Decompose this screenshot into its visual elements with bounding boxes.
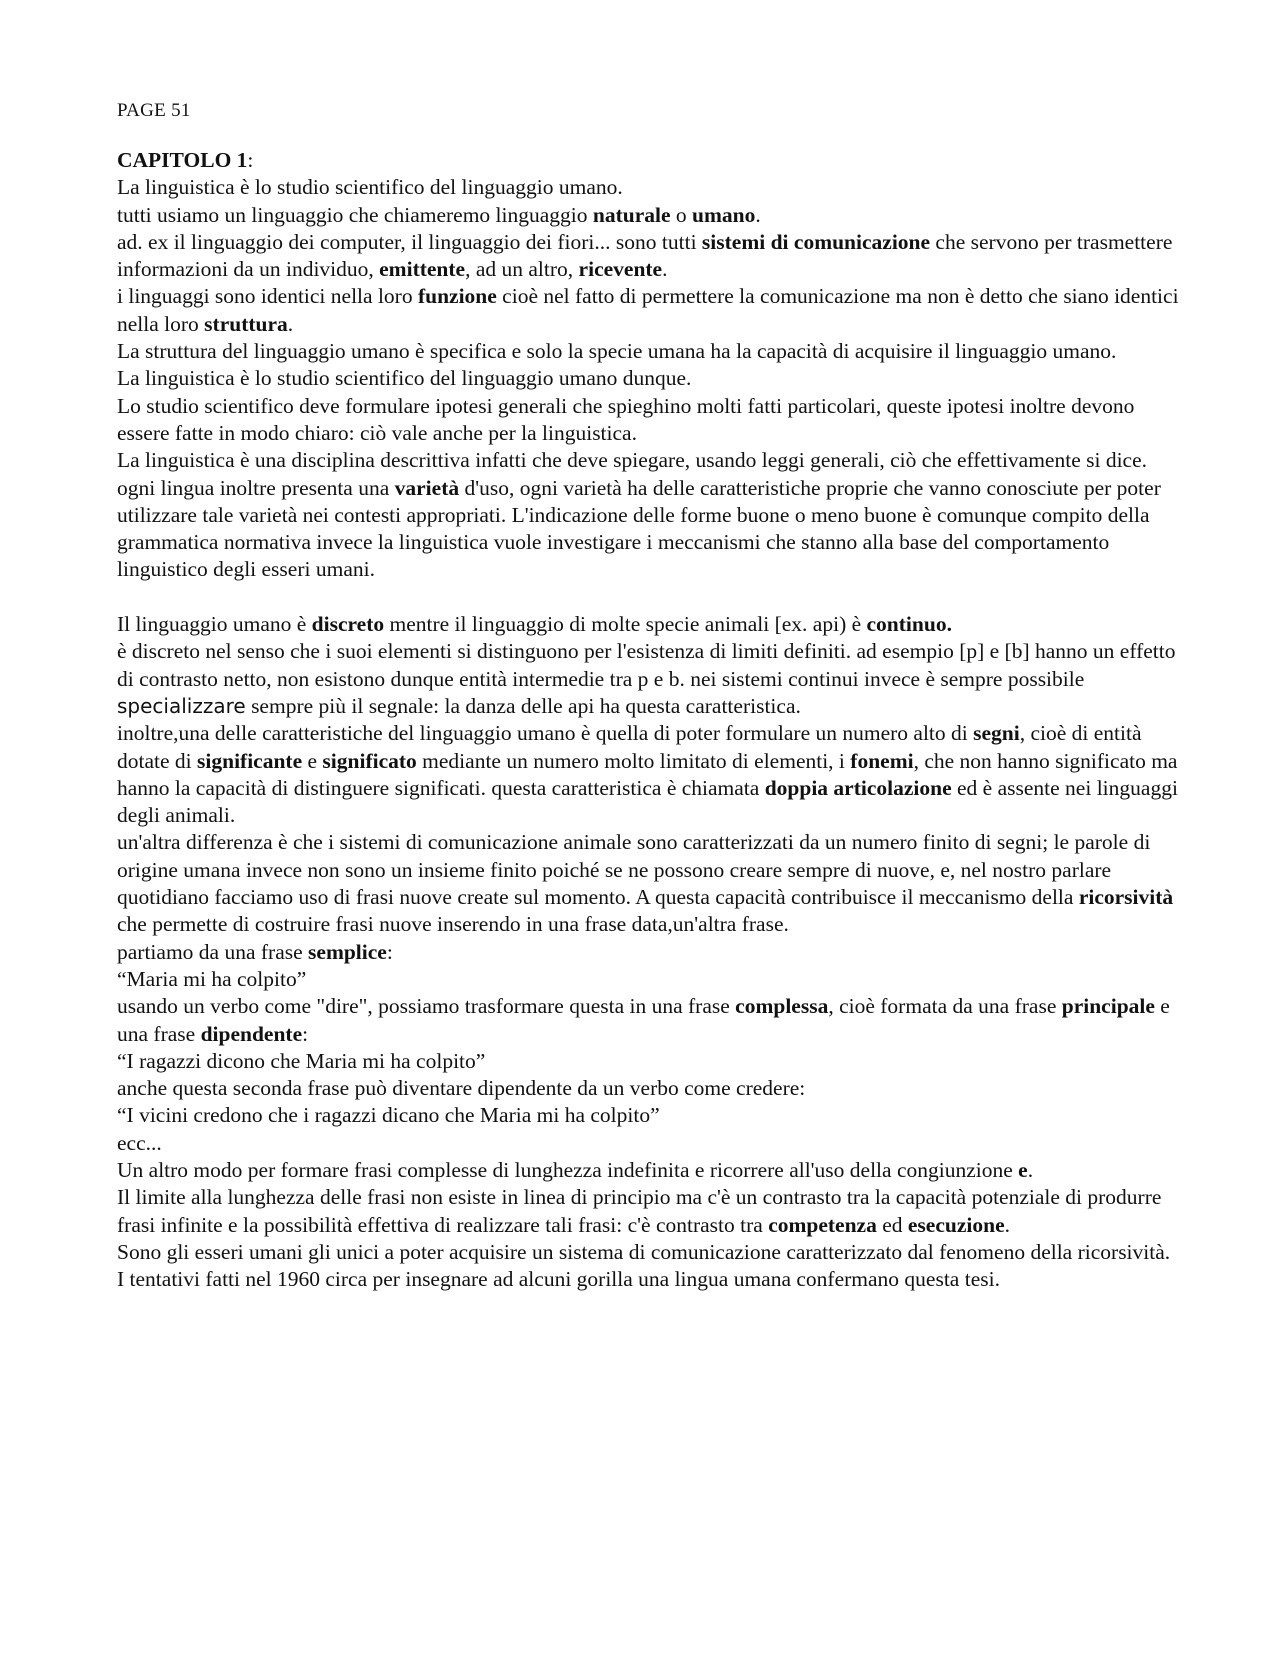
text-run: , cioè formata da una frase bbox=[828, 994, 1062, 1019]
paragraph bbox=[117, 1239, 1180, 1294]
paragraph bbox=[117, 611, 1180, 638]
paragraph bbox=[117, 365, 1180, 392]
bold-term: discreto bbox=[311, 612, 385, 637]
paragraph bbox=[117, 202, 1180, 229]
text-run: “I vicini credono che i ragazzi dicano che Maria mi ha colpito” bbox=[117, 1103, 660, 1128]
bold-term: struttura bbox=[204, 311, 288, 336]
bold-term: significante bbox=[197, 748, 303, 773]
text-run: e bbox=[302, 748, 323, 773]
text-run: che servono per trasmettere informazioni da un individuo, bbox=[117, 229, 1173, 282]
text-run: Il limite alla lunghezza delle frasi non esiste in linea di principio ma c'è un contrasto tra la capacità potenziale di produrre frasi infinite e la possibilità effettiva di realizzare tali frasi: c'è contrasto tra bbox=[117, 1185, 1162, 1237]
bold-term: fonemi bbox=[850, 748, 914, 773]
bold-term: emittente bbox=[379, 257, 466, 282]
paragraph bbox=[117, 638, 1180, 720]
bold-term: umano bbox=[692, 202, 756, 227]
text-run: è discreto nel senso che i suoi elementi si distinguono per l'esistenza di limiti definiti. ad esempio [p] e [b] hanno un effetto di contrasto netto, non esistono dunque entità intermedie tra p e b. nei sistemi continui invece è sempre possibile bbox=[117, 639, 1176, 691]
bold-term: semplice bbox=[308, 939, 387, 964]
text-run: sempre più il segnale: la danza delle api ha questa caratteristica. bbox=[245, 693, 801, 718]
bold-term: ricorsività bbox=[1078, 885, 1174, 910]
bold-term: naturale bbox=[592, 202, 671, 227]
text-run: ad. ex il linguaggio dei computer, il linguaggio dei fiori... sono tutti bbox=[117, 229, 702, 254]
paragraph bbox=[117, 1075, 1180, 1102]
text-run: “I ragazzi dicono che Maria mi ha colpito” bbox=[117, 1048, 486, 1073]
text-run: anche questa seconda frase può diventare dipendente da un verbo come credere: bbox=[117, 1076, 806, 1101]
text-run: ecc... bbox=[117, 1130, 162, 1155]
paragraph bbox=[117, 174, 1180, 201]
bold-term: e bbox=[1018, 1157, 1028, 1182]
bold-term: continuo. bbox=[866, 612, 952, 637]
text-run: , cioè di entità dotate di bbox=[117, 721, 1142, 773]
paragraph bbox=[117, 1130, 1180, 1157]
text-run: La linguistica è una disciplina descrittiva infatti che deve spiegare, usando leggi generali, ciò che effettivamente si dice. bbox=[117, 448, 1148, 473]
text-run: . bbox=[662, 257, 668, 282]
text-run: : bbox=[247, 148, 254, 172]
paragraph bbox=[117, 1048, 1180, 1075]
paragraph bbox=[117, 720, 1180, 829]
bold-term: sistemi di comunicazione bbox=[701, 229, 931, 254]
text-run: mentre il linguaggio di molte specie animali [ex. api) è bbox=[384, 612, 867, 637]
bold-term: ricevente bbox=[578, 257, 663, 282]
text-run: La linguistica è lo studio scientifico del linguaggio umano. bbox=[117, 175, 623, 200]
bold-term: doppia articolazione bbox=[764, 775, 952, 800]
text-run: e una frase bbox=[117, 994, 1170, 1046]
text-run: . bbox=[755, 202, 761, 227]
text-run: un'altra differenza è che i sistemi di comunicazione animale sono caratterizzati da un numero finito di segni; le parole di origine umana invece non sono un insieme finito poiché se ne possono creare sempre di nuove, e, nel nostro parlare quotidiano facciamo uso di frasi nuove create sul momento. A questa capacità contribuisce il meccanismo della bbox=[117, 830, 1151, 910]
bold-term: complessa bbox=[735, 994, 829, 1019]
text-run: , che non hanno significato ma hanno la capacità di distinguere significati. questa caratteristica è chiamata bbox=[117, 748, 1178, 800]
text-run: , ad un altro, bbox=[465, 257, 579, 282]
text-run: Lo studio scientifico deve formulare ipotesi generali che spieghino molti fatti particolari, queste ipotesi inoltre devono essere fatte in modo chiaro: ciò vale anche per la linguistica. bbox=[117, 393, 1135, 445]
bold-term: funzione bbox=[417, 284, 497, 309]
text-run: La struttura del linguaggio umano è specifica e solo la specie umana ha la capacità di acquisire il linguaggio umano. bbox=[117, 339, 1117, 364]
text-run: partiamo da una frase bbox=[117, 939, 309, 964]
text-run: Sono gli esseri umani gli unici a poter acquisire un sistema di comunicazione caratterizzato dal fenomeno della ricorsività. I tentativi fatti nel 1960 circa per insegnare ad alcuni gorilla una lingua umana confermano questa tesi. bbox=[117, 1239, 1171, 1292]
text-run: . bbox=[1027, 1157, 1034, 1182]
bold-term: CAPITOLO 1 bbox=[117, 148, 248, 172]
chapter-heading bbox=[117, 147, 1180, 174]
page-header: PAGE 51 bbox=[117, 100, 191, 121]
text-run: o bbox=[670, 202, 693, 227]
paragraph bbox=[117, 1157, 1180, 1184]
text-run: . bbox=[287, 311, 294, 336]
bold-term: principale bbox=[1061, 994, 1155, 1019]
paragraph bbox=[117, 447, 1180, 474]
text-run: che permette di costruire frasi nuove inserendo in una frase data,un'altra frase. bbox=[117, 912, 789, 937]
paragraph bbox=[117, 393, 1180, 448]
paragraph bbox=[117, 283, 1180, 338]
paragraph bbox=[117, 993, 1180, 1048]
paragraph bbox=[117, 1184, 1180, 1239]
paragraph-spacer bbox=[117, 584, 1180, 611]
text-run: usando un verbo come "dire", possiamo trasformare questa in una frase bbox=[117, 994, 736, 1019]
paragraph bbox=[117, 1102, 1180, 1129]
text-run: d'uso, ogni varietà ha delle caratteristiche proprie che vanno conosciute per poter utilizzare tale varietà nei contesti appropriati. L'indicazione delle forme buone o meno buone è comunque compito della grammatica normativa invece la linguistica vuole investigare i meccanismi che stanno alla base del comportamento linguistico degli esseri umani. bbox=[117, 475, 1161, 582]
paragraph bbox=[117, 939, 1180, 966]
bold-term: segni bbox=[973, 721, 1020, 746]
document-body bbox=[117, 147, 1180, 1293]
bold-term: varietà bbox=[394, 475, 460, 500]
paragraph bbox=[117, 475, 1180, 584]
text-run: ed bbox=[876, 1212, 908, 1237]
text-run: : bbox=[386, 939, 393, 964]
bold-term: significato bbox=[322, 748, 417, 773]
paragraph bbox=[117, 338, 1180, 365]
text-run: tutti usiamo un linguaggio che chiameremo linguaggio bbox=[117, 202, 593, 227]
text-run: ogni lingua inoltre presenta una bbox=[117, 475, 395, 500]
text-run: ed è assente nei linguaggi degli animali. bbox=[117, 775, 1178, 828]
text-run: i linguaggi sono identici nella loro bbox=[117, 284, 418, 309]
text-run: Il linguaggio umano è bbox=[117, 612, 312, 637]
text-run: mediante un numero molto limitato di elementi, i bbox=[416, 748, 851, 773]
paragraph bbox=[117, 829, 1180, 938]
text-run: La linguistica è lo studio scientifico del linguaggio umano dunque. bbox=[117, 366, 692, 391]
bold-term: competenza bbox=[768, 1212, 877, 1237]
sans-term: specializzare bbox=[117, 693, 246, 718]
text-run: inoltre,una delle caratteristiche del linguaggio umano è quella di poter formulare un numero alto di bbox=[117, 721, 974, 746]
text-run: : bbox=[302, 1021, 309, 1046]
bold-term: dipendente bbox=[200, 1021, 303, 1046]
bold-term: esecuzione bbox=[907, 1212, 1005, 1237]
text-run: cioè nel fatto di permettere la comunicazione ma non è detto che siano identici nella loro bbox=[117, 284, 1179, 336]
text-run: Un altro modo per formare frasi complesse di lunghezza indefinita e ricorrere all'uso della congiunzione bbox=[117, 1157, 1019, 1182]
text-run: “Maria mi ha colpito” bbox=[117, 966, 307, 991]
text-run: . bbox=[1004, 1212, 1010, 1237]
paragraph bbox=[117, 966, 1180, 993]
paragraph bbox=[117, 229, 1180, 284]
